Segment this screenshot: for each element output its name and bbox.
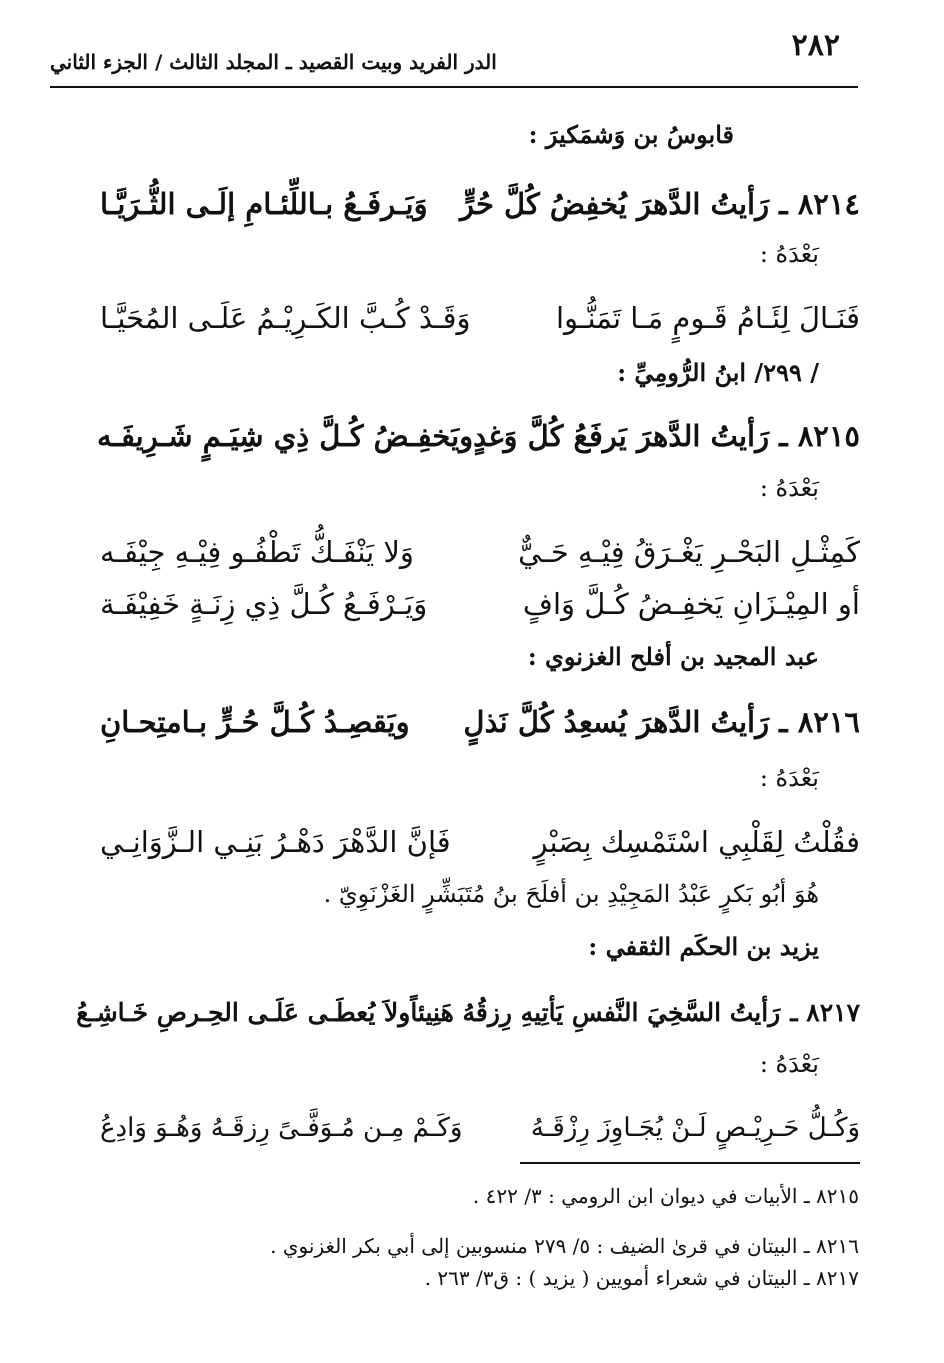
poet-name: يزيد بن الحكَم الثقفي : — [588, 932, 819, 961]
header-rule — [50, 86, 858, 88]
verse-second-hemistich: ويَقصِـدُ كُـلَّ حُـرٍّ بـامتِحـانِ — [100, 705, 410, 739]
verse-second-hemistich: ولاَ يُعطَـى عَلَـى الحِـرصِ خَـاشِـعُ — [76, 997, 411, 1027]
running-title: الدر الفريد وبيت القصيد ـ المجلد الثالث / الجزء الثاني — [50, 50, 497, 74]
verse-first-hemistich: كَمِثْـلِ البَحْـرِ يَغْـرَقُ فِيْـهِ حَـيٌّ — [518, 535, 860, 569]
verse-number: ٨٢١٤ ـ — [779, 187, 860, 221]
verse-line — [100, 528, 860, 576]
after-label: بَعْدَهُ : — [759, 1050, 819, 1078]
verse-number: ٨٢١٧ ـ — [790, 997, 860, 1027]
verse-line — [100, 698, 860, 746]
verse-second-hemistich: وَقَـدْ كُـبَّ الكَـرِيْـمُ عَلَـى المُحَيَّـا — [100, 301, 471, 335]
verse-second-hemistich: فَإنَّ الدَّهْرَ دَهْـرُ بَنِـي الـزَّوَانِـي — [100, 825, 451, 859]
page-number: ٢٨٢ — [791, 28, 840, 63]
verse-line — [100, 294, 860, 342]
verse-first-hemistich: أو المِيْـزَانِ يَخفِـضُ كُـلَّ وَافٍ — [522, 587, 860, 621]
verse-first-hemistich: رَأيتُ السَّخِيَ النَّفسِ يَأتِيهِ رِزقُهُ هَنِيئاً — [410, 997, 781, 1027]
verse-line — [100, 818, 860, 866]
verse-line — [76, 988, 860, 1036]
verse-first-hemistich: فَنَـالَ لِئَـامُ قَـومٍ مَـا تَمَنُّـوا — [555, 301, 860, 335]
footnote: ٨٢١٥ ـ الأبيات في ديوان ابن الرومي : ٣/ ٤٢٢ . — [472, 1184, 859, 1208]
verse-first-hemistich: رَأيتُ الدَّهرَ يَرفَعُ كُلَّ وَغدٍ — [473, 419, 770, 453]
verse-line — [100, 1104, 860, 1152]
after-label: بَعْدَهُ : — [759, 764, 819, 792]
footnote-rule — [520, 1162, 860, 1164]
verse-second-hemistich: ويَخفِـضُ كُـلَّ ذِي شِيَـمٍ شَـرِيفَـه — [96, 419, 474, 453]
verse-line — [96, 412, 860, 460]
footnote: ٨٢١٧ ـ البيتان في شعراء أمويين ( يزيد ) : ق٣/ ٢٦٣ . — [424, 1266, 859, 1290]
verse-first-hemistich: وَكُـلُّ حَـرِيْـصٍ لَـنْ يُجَـاوِزَ رِزْقَـهُ — [530, 1113, 860, 1143]
verse-second-hemistich: وَكَـمْ مِـن مُـوَفَّـىً رِزقَـهُ وَهُـوَ وَادِعُ — [100, 1113, 463, 1143]
verse-line — [100, 580, 860, 628]
verse-number: ٨٢١٥ ـ — [779, 419, 860, 453]
biographical-note: هُوَ أبُو بَكرٍ عَبْدُ المَجِيْدِ بن أفلَحَ بنُ مُتَبَشِّرٍ الغَزْنَوِيّ . — [323, 880, 819, 908]
verse-number: ٨٢١٦ ـ — [779, 705, 860, 739]
poet-name: عبد المجيد بن أفلح الغزنوي : — [527, 642, 819, 671]
after-label: بَعْدَهُ : — [759, 240, 819, 268]
footnote: ٨٢١٦ ـ البيتان في قرىٰ الضيف : ٥/ ٢٧٩ منسوبين إلى أبي بكر الغزنوي . — [270, 1234, 859, 1258]
poet-name: قابوسُ بن وَشمَكيرَ : — [528, 120, 734, 149]
verse-first-hemistich: فقُلْتُ لِقَلْبِي اسْتَمْسِك بِصَبْرٍ — [533, 825, 860, 859]
after-label: بَعْدَهُ : — [759, 474, 819, 502]
verse-second-hemistich: وَيَـرفَـعُ بـاللِّئـامِ إلَـى الثُّـرَيَّـا — [100, 187, 428, 221]
verse-first-hemistich: رَأيتُ الدَّهرَ يُسعِدُ كُلَّ نَذلٍ — [463, 705, 770, 739]
verse-second-hemistich: وَلا يَنْفَـكُّ تَطْفُـو فِيْـهِ جِيْفَـه — [100, 535, 414, 569]
poet-name: / ٢٩٩/ ابنُ الرُّومِيِّ : — [617, 358, 819, 387]
verse-line — [100, 180, 860, 228]
verse-second-hemistich: وَيَـرْفَـعُ كُـلَّ ذِي زِنَـةٍ خَفِيْفَـة — [100, 587, 428, 621]
verse-first-hemistich: رَأيتُ الدَّهرَ يُخفِضُ كُلَّ حُرٍّ — [460, 187, 770, 221]
